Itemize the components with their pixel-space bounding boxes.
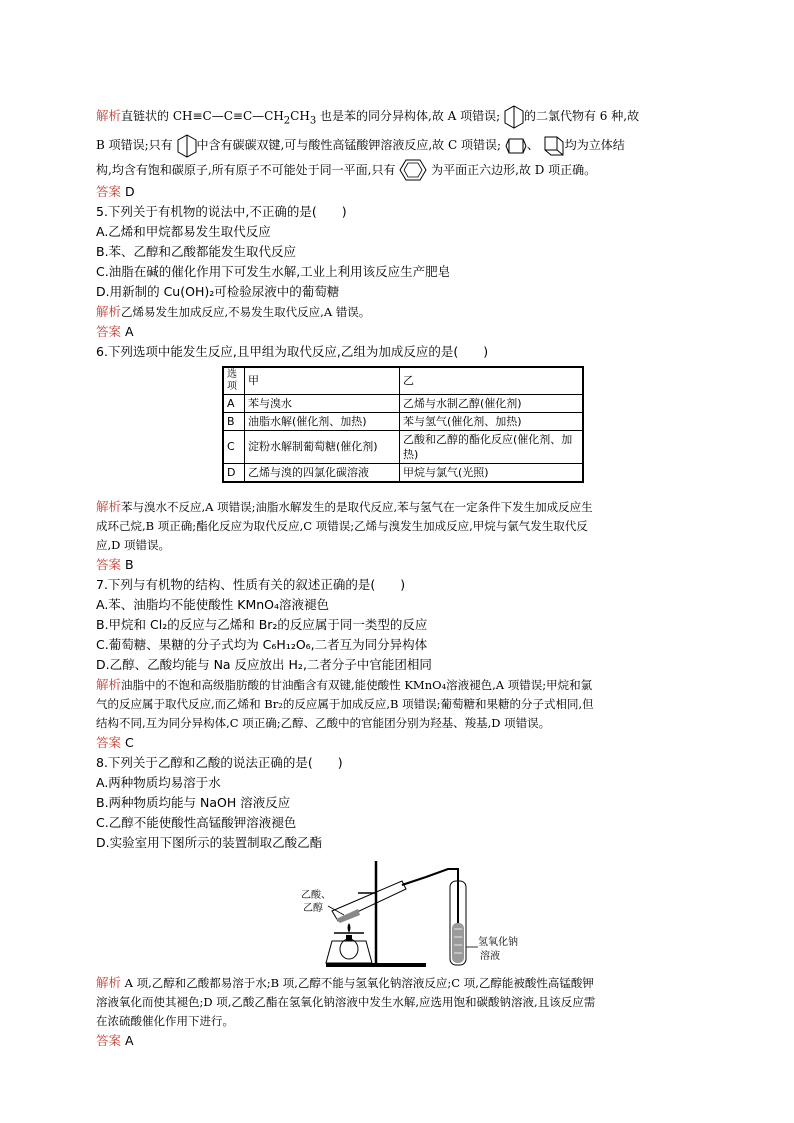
figure-label-ethanol: 乙醇 <box>303 902 323 914</box>
q7-option-a: A.苯、油脂均不能使酸性 KMnO₄溶液褪色 <box>96 596 330 612</box>
q4-explanation-line1: 解析直链状的 $CH\equiv C—C\equiv C—CH_2CH_3$ 也是苯的同分异构体,故 A 项错误; 的二氯代物有 6 种,故 <box>96 104 696 133</box>
q4-explanation-line2: B 项错误;只有 中含有碳碳双键,可与酸性高锰酸钾溶液反应,故 C 项错误; 、 均为立体结 <box>96 133 696 158</box>
q8-explanation-line3: 在浓硫酸催化作用下进行。 <box>96 1013 234 1028</box>
q6-stem: 6.下列选项中能发生反应,且甲组为取代反应,乙组为加成反应的是( ) <box>96 343 489 359</box>
table-cell: B <box>223 412 245 430</box>
apparatus-diagram <box>96 853 696 973</box>
q8-explanation-line1: 解析 A 项,乙醇和乙酸都易溶于水;B 项,乙醇不能与氢氧化钠溶液反应;C 项,乙醇能被酸性高锰酸钾 <box>96 974 594 990</box>
q8-explanation-line2: 溶液氧化而使其褪色;D 项,乙酸乙酯在氢氧化钠溶液中发生水解,应选用饱和碳酸钠溶液,且该反应需 <box>96 994 596 1009</box>
q7-stem: 7.下列与有机物的结构、性质有关的叙述正确的是( ) <box>96 576 406 592</box>
q5-option-b: B.苯、乙醇和乙酸都能发生取代反应 <box>96 243 297 259</box>
bicyclic-structure-icon <box>505 135 527 157</box>
table-cell: 乙酸和乙醇的酯化反应(催化剂、加热) <box>400 430 584 463</box>
dewar-benzene-icon <box>177 134 197 158</box>
q7-answer: 答案 C <box>96 734 134 750</box>
q5-explanation: 解析乙烯易发生加成反应,不易发生取代反应,A 错误。 <box>96 303 371 319</box>
table-cell: C <box>223 430 245 463</box>
q8-stem: 8.下列关于乙醇和乙酸的说法正确的是( ) <box>96 754 343 770</box>
q6-answer: 答案 B <box>96 556 134 572</box>
table-row <box>223 463 583 482</box>
q6-explanation-line2: 成环己烷,B 项正确;酯化反应为取代反应,C 项错误;乙烯与溴发生加成反应,甲烷与氯气发生取代反 <box>96 518 588 533</box>
worksheet-page <box>96 104 696 1051</box>
prismane-structure-icon <box>504 105 524 129</box>
benzene-ring-icon <box>399 159 427 181</box>
q7-explanation-line1: 解析油脂中的不饱和高级脂肪酸的甘油酯含有双键,能使酸性 KMnO₄溶液褪色,A 项错误;甲烷和氯 <box>96 676 593 692</box>
q5-option-c: C.油脂在碱的催化作用下可发生水解,工业上利用该反应生产肥皂 <box>96 263 451 279</box>
table-row <box>223 412 583 430</box>
figure-label-naoh: 氢氧化钠 <box>478 936 518 948</box>
table-row <box>223 394 583 412</box>
table-row <box>223 430 583 463</box>
q8-option-a: A.两种物质均易溶于水 <box>96 774 221 790</box>
q5-option-a: A.乙烯和甲烷都易发生取代反应 <box>96 223 271 239</box>
ester-apparatus-figure <box>96 853 696 973</box>
q8-option-c: C.乙醇不能使酸性高锰酸钾溶液褪色 <box>96 814 297 830</box>
table-cell: A <box>223 394 245 412</box>
q7-option-b: B.甲烷和 Cl₂的反应与乙烯和 Br₂的反应属于同一类型的反应 <box>96 616 428 632</box>
q7-option-c: C.葡萄糖、果糖的分子式均为 C₆H₁₂O₆,二者互为同分异构体 <box>96 636 428 652</box>
q5-stem: 5.下列关于有机物的说法中,不正确的是( ) <box>96 203 347 219</box>
q6-explanation-line3: 应,D 项错误。 <box>96 537 171 552</box>
prism-structure-icon <box>543 134 565 158</box>
q4-explanation-line3: 构,均含有饱和碳原子,所有原子不可能处于同一平面,只有 为平面正六边形,故 D 项正确。 <box>96 158 696 182</box>
table-cell: 苯与氢气(催化剂、加热) <box>400 412 584 430</box>
figure-label-acid: 乙酸、 <box>301 889 331 901</box>
table-header-cell: 乙 <box>400 367 584 395</box>
table-header-row <box>223 367 583 395</box>
q7-explanation-line3: 结构不同,互为同分异构体,C 项正确;乙醇、乙酸中的官能团分别为羟基、羧基,D 项错误。 <box>96 715 551 730</box>
table-cell: 乙烯与溴的四氯化碳溶液 <box>245 463 400 482</box>
q8-option-b: B.两种物质均能与 NaOH 溶液反应 <box>96 794 291 810</box>
q8-option-d: D.实验室用下图所示的装置制取乙酸乙酯 <box>96 834 323 850</box>
figure-label-solution: 溶液 <box>480 950 500 962</box>
q5-option-d: D.用新制的 Cu(OH)₂可检验尿液中的葡萄糖 <box>96 283 340 299</box>
q5-answer: 答案 A <box>96 323 134 339</box>
q6-table <box>222 366 584 483</box>
q7-option-d: D.乙醇、乙酸均能与 Na 反应放出 H₂,二者分子中官能团相同 <box>96 656 432 672</box>
q7-explanation-line2: 气的反应属于取代反应,而乙烯和 Br₂的反应属于加成反应,B 项错误;葡萄糖和果糖的分子式相同,但 <box>96 696 594 711</box>
table-cell: D <box>223 463 245 482</box>
table-cell: 甲烷与氯气(光照) <box>400 463 584 482</box>
table-cell: 苯与溴水 <box>245 394 400 412</box>
table-cell: 淀粉水解制葡萄糖(催化剂) <box>245 430 400 463</box>
table-header-cell: 甲 <box>245 367 400 395</box>
table-cell: 乙烯与水制乙醇(催化剂) <box>400 394 584 412</box>
q8-answer: 答案 A <box>96 1032 134 1048</box>
explanation-tag: 解析 <box>96 108 122 123</box>
q4-answer: 答案 D <box>96 183 135 199</box>
table-header-cell: 选项 <box>223 367 245 395</box>
table-cell: 油脂水解(催化剂、加热) <box>245 412 400 430</box>
q6-explanation-line1: 解析苯与溴水不反应,A 项错误;油脂水解发生的是取代反应,苯与氢气在一定条件下发生加成反应生 <box>96 498 593 514</box>
